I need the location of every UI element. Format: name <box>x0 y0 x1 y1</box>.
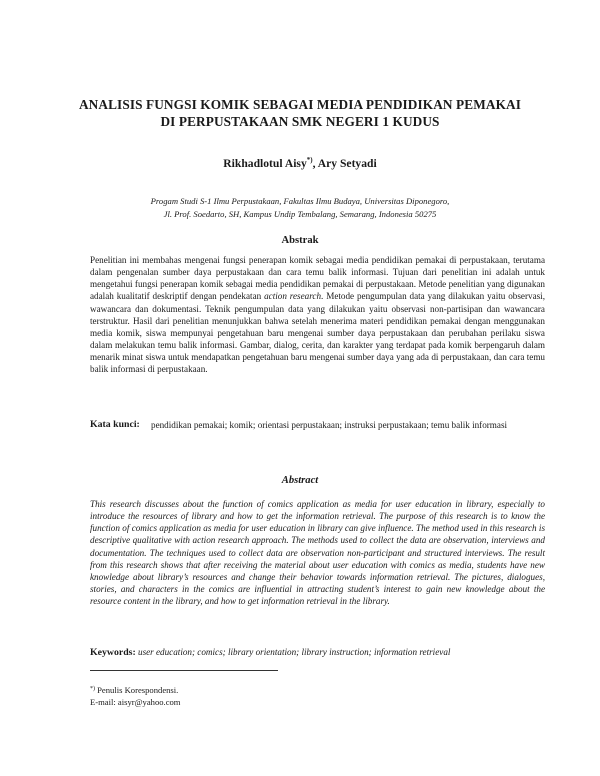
author-2: Ary Setyadi <box>317 157 377 170</box>
abstract-body: This research discusses about the function of comics application as media for user education in library, especially to introduce the resources of library and how to get the information retrieval. The purpose of this research is to know the function of comics application as media for user education in library can give influence. The method used in this research is descriptive qualitative with action research approach. The methods used to collect the data are observation, interviews and documentation. The techniques used to collect data are observation non-participant and structured interviews. The result from this research shows that after receiving the material about user education with comics as media, students have new knowledge about library’s resources and change their behavior towards information retrieval. The pictures, dialogues, stories, and characters in the comics are influential in attracting student’s interest to gain new knowledge about the resource content in the library, and how to get information retrieval in the library. <box>90 499 545 607</box>
footnote-correspondence <box>90 683 178 696</box>
paper-title <box>60 96 540 130</box>
corresponding-mark: *) <box>306 156 313 164</box>
affiliation <box>90 195 510 220</box>
abstract-heading: Abstract <box>281 475 319 486</box>
abstrak-heading: Abstrak <box>281 235 319 246</box>
footnote-email: E-mail: aisyr@yahoo.com <box>90 697 181 707</box>
abstrak-body <box>90 254 545 376</box>
keywords <box>90 646 545 659</box>
keywords-label: Keywords: <box>90 647 136 658</box>
title-line-1: ANALISIS FUNGSI KOMIK SEBAGAI MEDIA PENDIDIKAN PEMAKAI <box>78 97 522 112</box>
abstrak-text-italic: action research <box>264 291 322 302</box>
affiliation-line-2: Jl. Prof. Soedarto, SH, Kampus Undip Tembalang, Semarang, Indonesia 50275 <box>163 208 437 219</box>
abstrak-text-1: Penelitian ini membahas mengenai fungsi penerapan komik sebagai media pendidikan pemakai di perpustakaan, terutama dalam pengenalan sumber daya perpustakaan dan cara temu balik informasi. Tujuan dari penelitian ini adalah untuk mengetahui fungsi penerapan komik sebagai media pendidikan pemakai di perpustakaan. Metode penelitian yang digunakan adalah kualitatif deskriptif dengan pendekatan <box>90 255 545 302</box>
title-line-2: DI PERPUSTAKAAN SMK NEGERI 1 KUDUS <box>160 114 440 129</box>
kata-kunci-label: Kata kunci: <box>90 419 140 430</box>
author-1: Rikhadlotul Aisy <box>223 157 307 170</box>
author-list <box>60 153 540 171</box>
keywords-text: user education; comics; library orientation; library instruction; information retrieval <box>135 647 451 657</box>
author-separator: , <box>312 157 318 170</box>
footnote-mark: *) <box>90 686 95 692</box>
kata-kunci-text: pendidikan pemakai; komik; orientasi perpustakaan; instruksi perpustakaan; temu balik informasi <box>151 420 508 430</box>
footnote-note: Penulis Korespondensi. <box>95 685 179 695</box>
footnote-divider <box>90 670 278 671</box>
abstrak-text-2: . Metode pengumpulan data yang dilakukan yaitu observasi, wawancara dan dokumentasi. Teknik pengumpulan data yang dilakukan yaitu observasi non-partisipan dan wawancara terstruktur. Hasil dari penelitian menunjukkan bahwa setelah menerima materi pendidikan pemakai dengan menggunakan media komik, siswa mempunyai pengetahuan baru mengenai sumber daya perpustakaan dan perubahan perilaku siswa dalam melakukan temu balik informasi. Gambar, dialog, cerita, dan karakter yang terdapat pada komik berpengaruh dalam menarik minat siswa untuk mendapatkan pengetahuan baru mengenai sumber daya yang ada di perpustakaan, dan cara temu balik informasi di perpustakaan. <box>90 291 545 375</box>
affiliation-line-1: Progam Studi S-1 Ilmu Perpustakaan, Fakultas Ilmu Budaya, Universitas Diponegoro, <box>150 196 450 206</box>
